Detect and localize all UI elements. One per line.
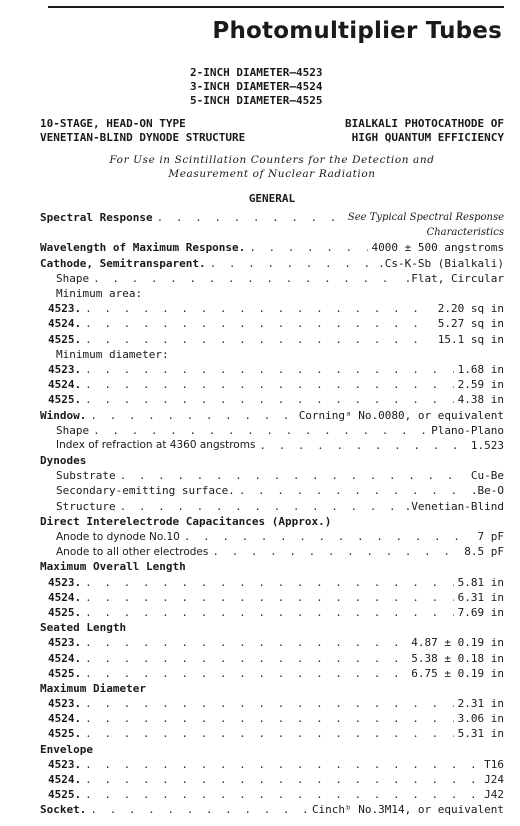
spec-value: 4.38 in [457, 393, 504, 407]
spec-row [40, 696, 504, 711]
spec-label: 4525. [48, 605, 82, 619]
spec-label: 4524. [48, 651, 82, 665]
spec-row [40, 483, 504, 498]
spec-label: 4523. [48, 697, 82, 711]
leader-dots [157, 211, 344, 224]
spec-label: 4523. [48, 362, 82, 376]
spec-label: Substrate [56, 469, 116, 483]
spec-label: 4525. [48, 788, 82, 802]
leader-dots [85, 378, 454, 391]
spec-label: 4523. [48, 575, 82, 589]
spec-value: See Typical Spectral Response [347, 212, 504, 224]
spec-row [40, 711, 504, 726]
spec-row [40, 787, 504, 802]
spec-row [40, 575, 504, 590]
usage-line-2: Measurement of Nuclear Radiation [168, 168, 376, 180]
spec-label: 4523. [48, 636, 82, 650]
spec-label: Spectral Response [40, 211, 153, 225]
spec-label: Seated Length [40, 621, 127, 635]
spec-row [40, 256, 504, 271]
spec-value: 3.06 in [457, 712, 504, 726]
leader-dots [120, 500, 401, 513]
spec-label: 4524. [48, 773, 82, 787]
diameter-4524: 3-INCH DIAMETER—4524 [190, 80, 323, 93]
leader-dots [85, 636, 407, 649]
spec-value: J42 [484, 788, 504, 802]
spec-row [40, 453, 504, 468]
spec-row [40, 301, 504, 316]
spec-row [40, 468, 504, 483]
spec-label: 4525. [48, 332, 82, 346]
spec-label: Anode to dynode No.10 [56, 530, 180, 543]
spec-value: 5.81 in [457, 575, 504, 589]
leader-dots [90, 409, 294, 422]
spec-value: Corningᵃ No.0080, or equivalent [298, 408, 504, 422]
spec-row [40, 650, 504, 665]
spec-label: Minimum diameter: [56, 347, 169, 361]
spec-label: Index of refraction at 4360 angstroms [56, 439, 256, 452]
spec-row [40, 605, 504, 620]
spec-row [40, 362, 504, 377]
spec-value: .Flat, Circular [404, 271, 504, 285]
spec-value: J24 [484, 773, 504, 787]
leader-dots [93, 424, 427, 437]
spec-value: 5.38 ± 0.18 in [411, 651, 504, 665]
leader-dots [85, 393, 454, 406]
spec-row [40, 332, 504, 347]
usage-note [40, 153, 504, 181]
spec-value: 8.5 pF [464, 545, 504, 559]
feature-stage-type: 10-STAGE, HEAD-ON TYPE [40, 117, 186, 130]
leader-dots [239, 484, 467, 497]
spec-value: 6.75 ± 0.19 in [411, 666, 504, 680]
spec-list [40, 210, 504, 818]
spec-row [40, 499, 504, 514]
spec-row [40, 225, 504, 240]
leader-dots [85, 712, 454, 725]
spec-label: 4524. [48, 317, 82, 331]
spec-label: Structure [56, 499, 116, 513]
leader-dots [85, 773, 480, 786]
leader-dots [120, 469, 467, 482]
leader-dots [259, 439, 466, 452]
spec-label: Dynodes [40, 454, 87, 468]
feature-dynode-structure: VENETIAN-BLIND DYNODE STRUCTURE [40, 131, 246, 144]
spec-value: Plano-Plano [431, 423, 504, 437]
leader-dots [85, 576, 454, 589]
leader-dots [85, 667, 407, 680]
spec-row [40, 240, 504, 255]
spec-label: 4523. [48, 302, 82, 316]
spec-label: Direct Interelectrode Capacitances (Approx.) [40, 514, 332, 528]
spec-value: 5.31 in [457, 727, 504, 741]
spec-row [40, 316, 504, 331]
leader-dots [85, 333, 434, 346]
spec-row [40, 757, 504, 772]
spec-row [40, 559, 504, 574]
left-features [40, 117, 245, 145]
leader-dots [85, 302, 434, 315]
spec-row [40, 271, 504, 286]
spec-label: 4525. [48, 666, 82, 680]
spec-value: Cu-Be [470, 469, 504, 483]
spec-label: 4524. [48, 712, 82, 726]
spec-label: 4524. [48, 378, 82, 392]
spec-label: Anode to all other electrodes [56, 545, 209, 558]
spec-value: 1.523 [470, 438, 504, 452]
spec-row [40, 392, 504, 407]
spec-label: 4525. [48, 727, 82, 741]
spec-label: 4525. [48, 393, 82, 407]
spec-value: .Venetian-Blind [404, 499, 504, 513]
spec-label: Envelope [40, 742, 93, 756]
spec-label: Cathode, Semitransparent. [40, 256, 206, 270]
spec-label: 4524. [48, 590, 82, 604]
spec-value: .Be-O [470, 484, 504, 498]
spec-value: 2.31 in [457, 697, 504, 711]
diameter-4523: 2-INCH DIAMETER—4523 [190, 66, 323, 79]
leader-dots [210, 257, 375, 270]
spec-row [40, 590, 504, 605]
spec-label: Shape [56, 271, 90, 285]
spec-row [40, 802, 504, 817]
spec-label: Socket. [40, 803, 87, 817]
spec-value: 2.59 in [457, 378, 504, 392]
spec-row [40, 347, 504, 362]
top-rule [48, 6, 504, 8]
spec-row [40, 210, 504, 225]
spec-row [40, 286, 504, 301]
leader-dots [212, 545, 460, 558]
leader-dots [85, 788, 480, 801]
spec-label: Minimum area: [56, 287, 143, 301]
spec-value: 1.68 in [457, 362, 504, 376]
spec-label: Wavelength of Maximum Response. [40, 241, 246, 255]
spec-label: Window. [40, 408, 87, 422]
spec-value: 5.27 sq in [437, 317, 504, 331]
leader-dots [93, 272, 401, 285]
spec-value: 6.31 in [457, 590, 504, 604]
leader-dots [85, 758, 480, 771]
right-features [345, 117, 504, 145]
spec-value: 7.69 in [457, 605, 504, 619]
spec-row [40, 620, 504, 635]
spec-label: Maximum Overall Length [40, 560, 186, 574]
spec-value: Cinchᵇ No.3M14, or equivalent [311, 803, 504, 817]
spec-value: .Cs-K-Sb (Bialkali) [378, 256, 504, 270]
leader-dots [85, 697, 454, 710]
spec-row [40, 423, 504, 438]
spec-value: 4000 ± 500 angstroms [371, 241, 504, 255]
section-heading: GENERAL [248, 192, 296, 205]
usage-line-1: For Use in Scintillation Counters for the Detection and [109, 154, 435, 166]
spec-row [40, 514, 504, 529]
spec-row [40, 529, 504, 544]
spec-label: Secondary-emitting surface. [56, 484, 235, 498]
leader-dots [90, 803, 308, 816]
leader-dots [85, 652, 407, 665]
spec-value: 7 pF [477, 530, 504, 544]
leader-dots [249, 241, 367, 254]
leader-dots [85, 727, 454, 740]
spec-value: 4.87 ± 0.19 in [411, 636, 504, 650]
feature-photocathode: BIALKALI PHOTOCATHODE OF [345, 117, 504, 130]
spec-label: Shape [56, 423, 90, 437]
spec-row [40, 726, 504, 741]
diameter-4525: 5-INCH DIAMETER—4525 [190, 94, 323, 107]
spec-row [40, 544, 504, 559]
diameter-list [190, 66, 322, 108]
spec-value: T16 [484, 757, 504, 771]
spec-value: Characteristics [426, 227, 504, 239]
spec-row [40, 407, 504, 422]
spec-value: 15.1 sq in [437, 332, 504, 346]
spec-row [40, 377, 504, 392]
spec-label: Maximum Diameter [40, 681, 146, 695]
spec-label: 4523. [48, 757, 82, 771]
leader-dots [85, 606, 454, 619]
spec-value: 2.20 sq in [437, 302, 504, 316]
leader-dots [85, 363, 454, 376]
feature-quantum-efficiency: HIGH QUANTUM EFFICIENCY [351, 131, 504, 144]
leader-dots [85, 317, 434, 330]
spec-row [40, 438, 504, 453]
spec-row [40, 635, 504, 650]
leader-dots [184, 530, 474, 543]
leader-dots [85, 591, 454, 604]
spec-row [40, 666, 504, 681]
page-title: Photomultiplier Tubes [212, 18, 502, 44]
spec-row [40, 681, 504, 696]
spec-row [40, 772, 504, 787]
spec-row [40, 742, 504, 757]
